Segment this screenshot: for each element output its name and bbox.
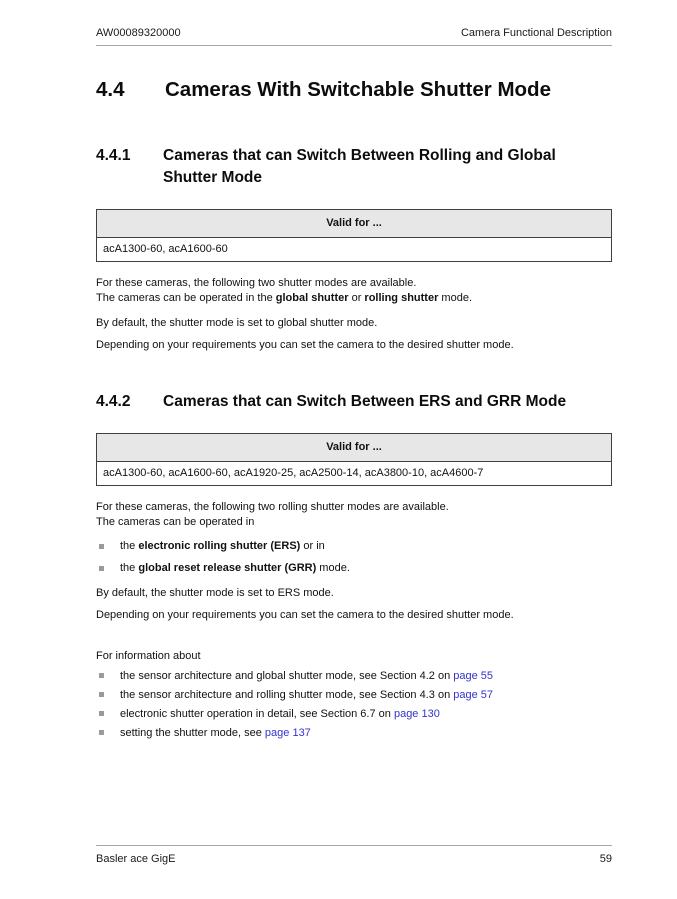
- bold-text: global shutter: [275, 292, 349, 304]
- text-run: the sensor architecture and rolling shutter mode, see Section 4.3 on: [120, 689, 454, 701]
- paragraph: Depending on your requirements you can set the camera to the desired shutter mode.: [96, 609, 514, 621]
- camera-models-cell: acA1300-60, acA1600-60: [97, 238, 612, 262]
- list-item-text: [120, 561, 350, 576]
- text-run: or in: [300, 540, 325, 552]
- table-row: [97, 462, 612, 486]
- list-item: [96, 561, 612, 576]
- text-run: electronic shutter operation in detail, see Section 6.7 on: [120, 708, 394, 720]
- square-bullet-icon: [99, 692, 104, 697]
- square-bullet-icon: [99, 544, 104, 549]
- section-number: 4.4: [96, 78, 125, 101]
- page-link[interactable]: page 57: [453, 689, 494, 701]
- text-run: setting the shutter mode, see: [120, 727, 265, 739]
- page-header: [96, 0, 612, 46]
- section-heading-4-4: [96, 74, 612, 105]
- paragraph: By default, the shutter mode is set to ERS mode.: [96, 587, 334, 599]
- table-header-cell: Valid for ...: [97, 434, 612, 462]
- table-header-cell: Valid for ...: [97, 210, 612, 238]
- table-header-row: [97, 434, 612, 462]
- text-run: the: [120, 562, 139, 574]
- text-run: mode.: [316, 562, 350, 574]
- bold-text: rolling shutter: [364, 292, 439, 304]
- list-item: [96, 539, 612, 554]
- paragraph: By default, the shutter mode is set to global shutter mode.: [96, 317, 378, 329]
- table-row: [97, 238, 612, 262]
- page-footer: [96, 845, 612, 866]
- paragraph: [96, 500, 612, 530]
- page-link[interactable]: page 55: [453, 670, 494, 682]
- valid-for-table-441: [96, 209, 612, 262]
- list-item: [96, 688, 612, 702]
- section-heading-4-4-1: [96, 145, 612, 189]
- chapter-title: Camera Functional Description: [460, 27, 612, 39]
- page-number: 59: [599, 853, 612, 865]
- bold-text: electronic rolling shutter (ERS): [138, 540, 301, 552]
- list-item: [96, 726, 612, 740]
- text-run: For these cameras, the following two shutter modes are available.: [96, 277, 417, 289]
- page-link[interactable]: page 137: [264, 727, 311, 739]
- section-title: Cameras that can Switch Between ERS and GRR Mode: [163, 393, 567, 410]
- list-item-text: [120, 669, 493, 683]
- section-title: Cameras With Switchable Shutter Mode: [165, 78, 551, 101]
- section-number: 4.4.2: [96, 393, 131, 410]
- table-header-row: [97, 210, 612, 238]
- list-item-text: [120, 726, 311, 740]
- text-run: The cameras can be operated in the: [96, 292, 276, 304]
- section-title: Cameras that can Switch Between Rolling and Global Shutter Mode: [163, 147, 556, 186]
- paragraph: [96, 276, 612, 306]
- valid-for-table-442: [96, 433, 612, 486]
- square-bullet-icon: [99, 566, 104, 571]
- section-number: 4.4.1: [96, 147, 131, 164]
- text-run: For these cameras, the following two rolling shutter modes are available.: [96, 501, 449, 513]
- page-content: [96, 0, 612, 740]
- section-heading-4-4-2: [96, 391, 612, 413]
- square-bullet-icon: [99, 673, 104, 678]
- square-bullet-icon: [99, 730, 104, 735]
- text-run: the sensor architecture and global shutter mode, see Section 4.2 on: [120, 670, 454, 682]
- bold-text: global reset release shutter (GRR): [138, 562, 317, 574]
- page-link[interactable]: page 130: [393, 708, 440, 720]
- camera-models-cell: acA1300-60, acA1600-60, acA1920-25, acA2500-14, acA3800-10, acA4600-7: [97, 462, 612, 486]
- text-run: the: [120, 540, 139, 552]
- list-item-text: [120, 539, 325, 554]
- footer-document-title: Basler ace GigE: [96, 853, 176, 865]
- text-run: The cameras can be operated in: [96, 516, 255, 528]
- list-item-text: [120, 688, 493, 702]
- info-intro: For information about: [96, 650, 201, 662]
- list-item: [96, 669, 612, 683]
- text-run: or: [348, 292, 365, 304]
- list-item: [96, 707, 612, 721]
- paragraph: Depending on your requirements you can set the camera to the desired shutter mode.: [96, 339, 514, 351]
- square-bullet-icon: [99, 711, 104, 716]
- document-id: AW00089320000: [96, 27, 181, 39]
- text-run: mode.: [438, 292, 473, 304]
- list-item-text: [120, 707, 440, 721]
